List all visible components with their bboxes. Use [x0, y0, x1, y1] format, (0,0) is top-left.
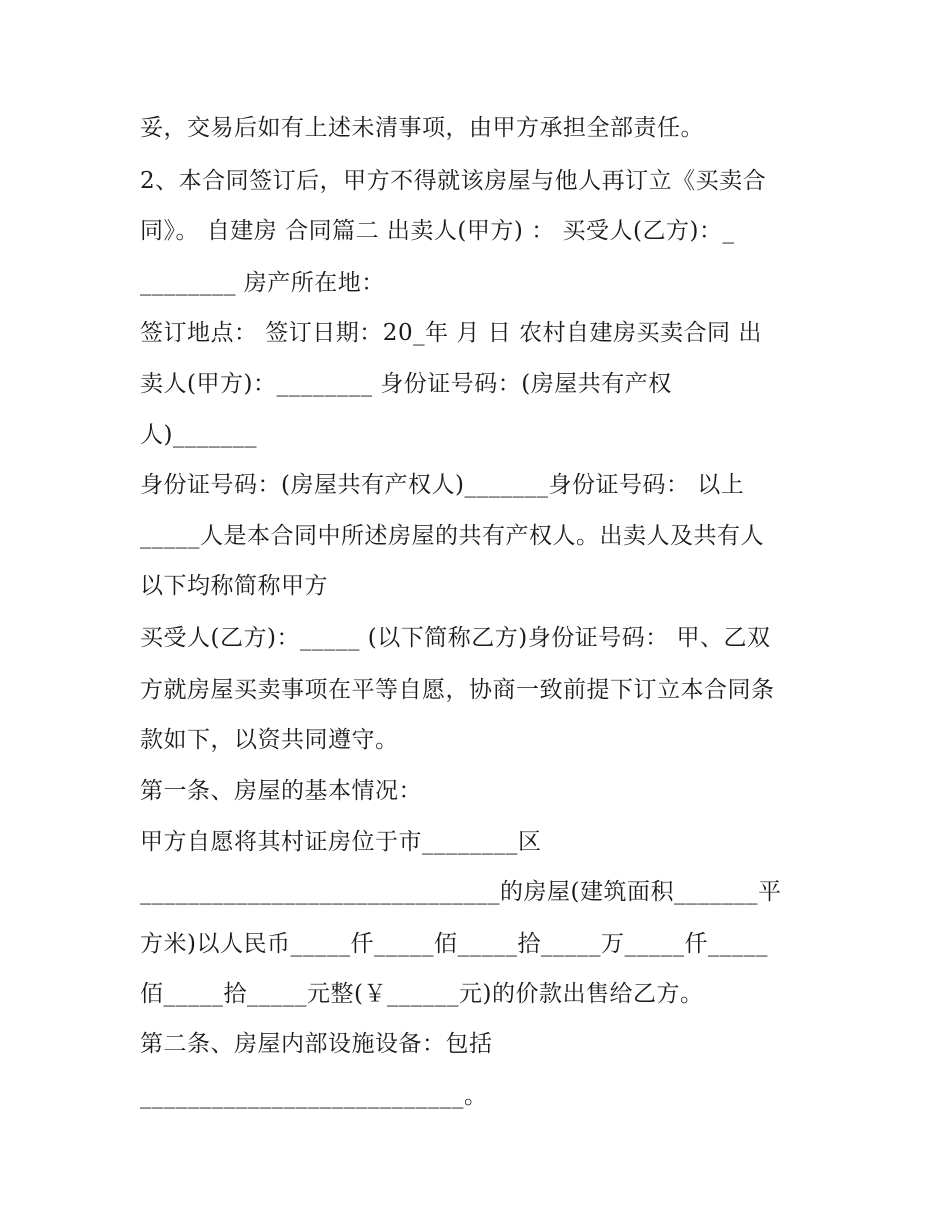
- text-line: 方就房屋买卖事项在平等自愿，协商一致前提下订立本合同条: [140, 677, 775, 703]
- text-line: 妥，交易后如有上述未清事项，由甲方承担全部责任。: [140, 115, 704, 141]
- text-line: ______________________________的房屋(建筑面积_______平: [140, 879, 782, 905]
- section-heading: 第一条、房屋的基本情况：: [140, 778, 422, 804]
- text-line: 甲方自愿将其村证房位于市________区: [140, 829, 542, 855]
- text-line: 同》。 自建房 合同篇二 出卖人(甲方) ： 买受人(乙方)：_: [140, 218, 735, 244]
- text-line: ________ 房产所在地：: [140, 270, 385, 296]
- text-line: 佰_____拾_____元整(￥______元)的价款出售给乙方。: [140, 981, 704, 1007]
- text-line: 买受人(乙方)：_____ (以下简称乙方)身份证号码： 甲、乙双: [140, 625, 771, 651]
- text-line: _____人是本合同中所述房屋的共有产权人。出卖人及共有人: [140, 523, 764, 549]
- section-heading: 第二条、房屋内部设施设备：包括: [140, 1031, 493, 1057]
- text-line: 以下均称简称甲方: [140, 573, 328, 599]
- text-line: 人)_______: [140, 422, 257, 448]
- text-line: 签订地点： 签订日期：20_年 月 日 农村自建房买卖合同 出: [140, 320, 762, 346]
- text-line: 身份证号码：(房屋共有产权人)_______身份证号码： 以上: [140, 472, 745, 498]
- text-line: 方米)以人民币_____仟_____佰_____拾_____万_____仟_____: [140, 931, 768, 957]
- text-line: 款如下，以资共同遵守。: [140, 727, 399, 753]
- text-line: ___________________________。: [140, 1083, 488, 1109]
- text-line: 2、本合同签订后，甲方不得就该房屋与他人再订立《买卖合: [140, 168, 767, 194]
- text-line: 卖人(甲方)：________ 身份证号码：(房屋共有产权: [140, 371, 672, 397]
